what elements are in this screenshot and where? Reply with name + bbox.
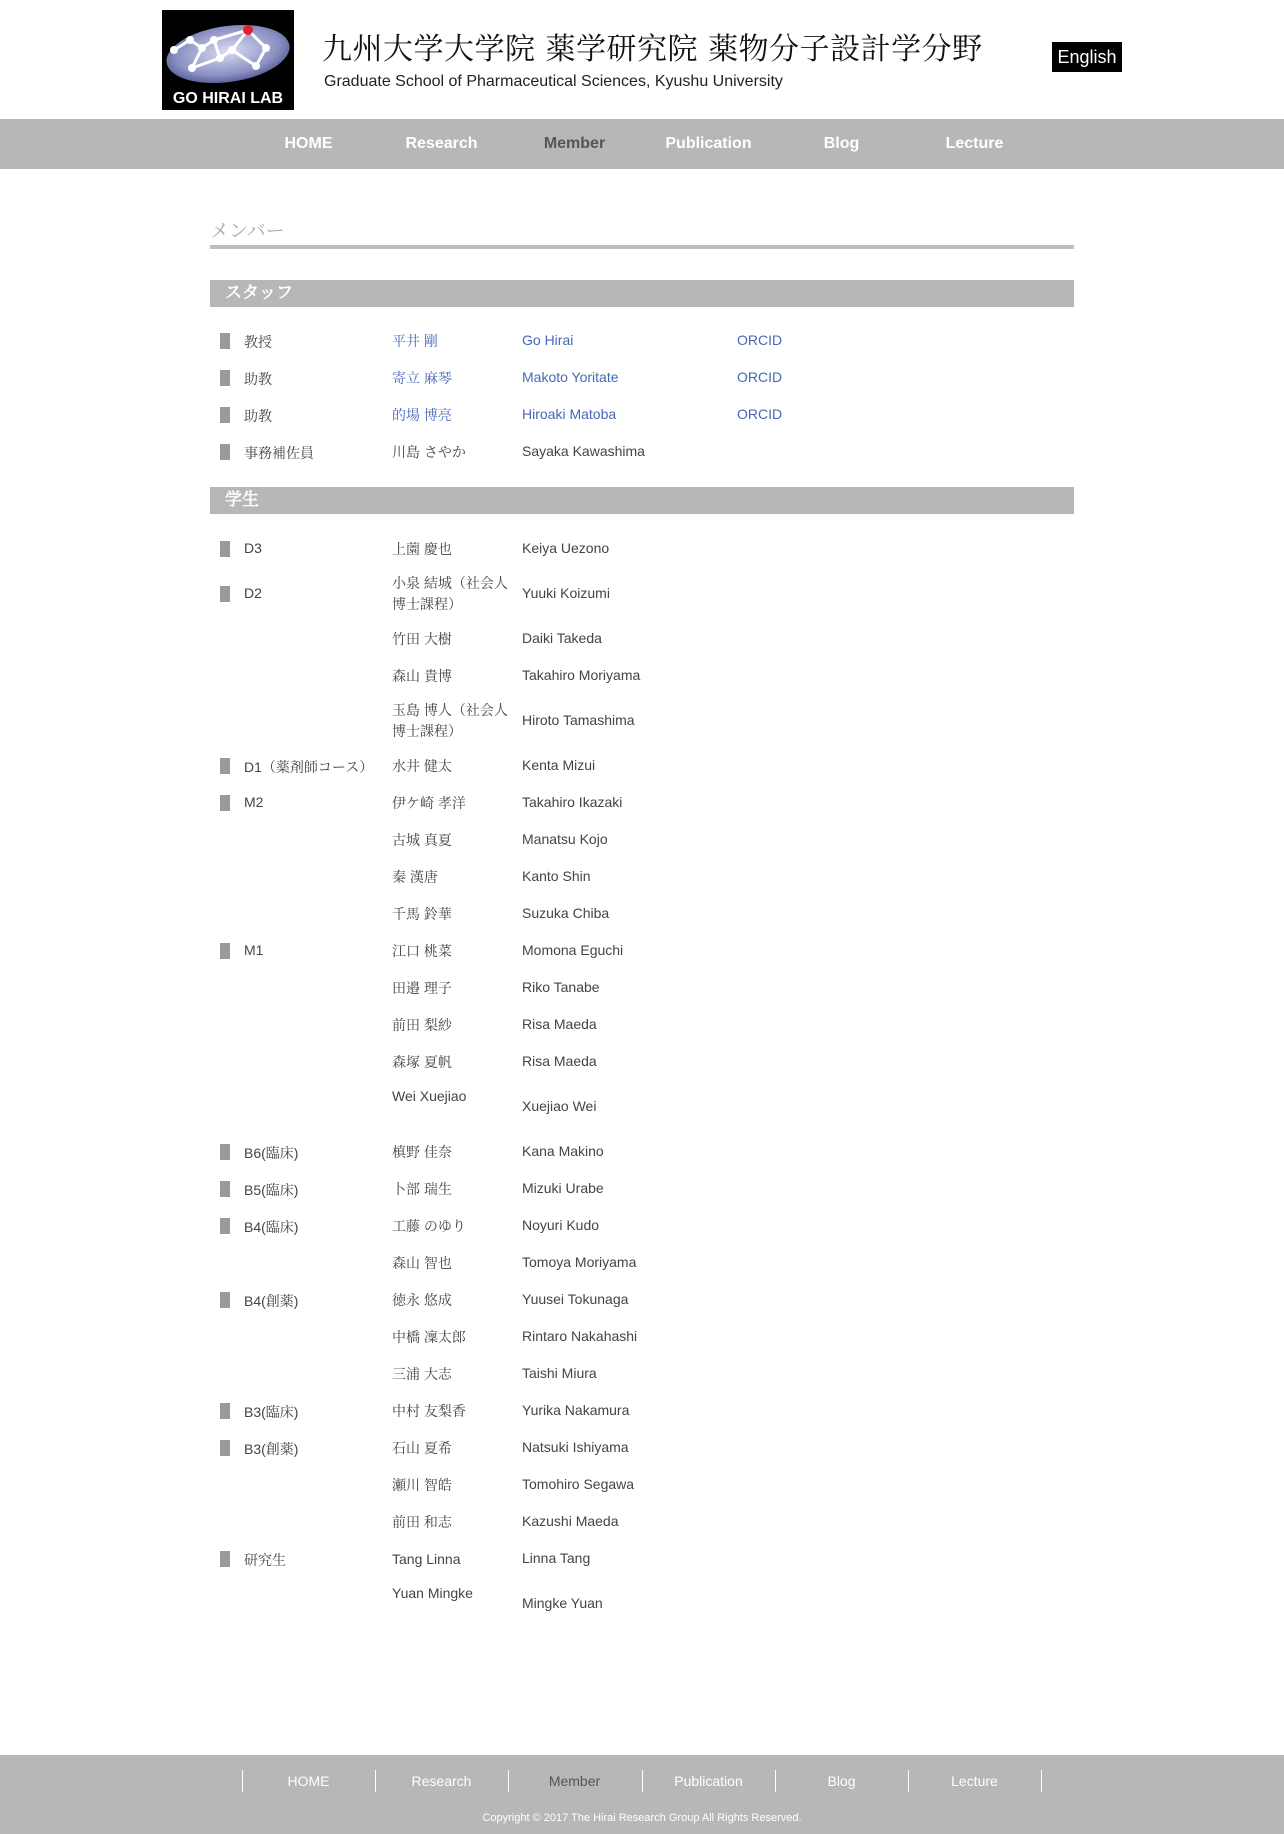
title-divider — [210, 245, 1074, 249]
staff-row — [210, 323, 1074, 360]
students-row — [210, 1355, 1074, 1392]
member-role: B5(臨床) — [244, 1182, 299, 1198]
nav-lecture[interactable]: Lecture — [945, 135, 1004, 152]
member-name-jp: 卜部 瑞生 — [392, 1181, 452, 1197]
member-name-en: Sayaka Kawashima — [522, 443, 645, 459]
member-name-en: Daiki Takeda — [522, 630, 602, 646]
member-role: 助教 — [244, 371, 272, 387]
staff-row — [210, 397, 1074, 434]
row-marker — [220, 1403, 230, 1419]
member-name-en: Kanto Shin — [522, 868, 591, 884]
member-role: B3(創薬) — [244, 1441, 299, 1457]
row-marker — [220, 333, 230, 349]
member-name-jp[interactable]: 平井 剛 — [392, 333, 438, 349]
lab-logo[interactable] — [162, 10, 294, 110]
member-role: 助教 — [244, 408, 272, 424]
row-marker — [220, 1181, 230, 1197]
member-name-jp: 田邉 理子 — [392, 980, 452, 996]
member-name-jp: 秦 漢唐 — [392, 869, 438, 885]
students-row — [210, 895, 1074, 932]
students-row — [210, 1207, 1074, 1244]
students-row — [210, 1281, 1074, 1318]
site-subtitle: Graduate School of Pharmaceutical Sciences, Kyushu University — [324, 73, 783, 90]
students-row — [210, 1006, 1074, 1043]
member-name-en: Manatsu Kojo — [522, 831, 608, 847]
students-row — [210, 784, 1074, 821]
students-row — [210, 1170, 1074, 1207]
member-name-en: Xuejiao Wei — [522, 1098, 597, 1114]
member-name-jp: 瀬川 智皓 — [392, 1477, 452, 1493]
students-row — [210, 567, 1074, 620]
member-name-jp: 徳永 悠成 — [392, 1292, 452, 1308]
students-row — [210, 1540, 1074, 1577]
member-name-en: Kenta Mizui — [522, 757, 596, 773]
logo-text: GO HIRAI LAB — [172, 90, 284, 107]
students-row — [210, 1133, 1074, 1170]
member-role: B3(臨床) — [244, 1404, 299, 1420]
member-name-en: Rintaro Nakahashi — [522, 1328, 638, 1344]
member-name-jp: 水井 健太 — [392, 758, 452, 774]
site-header — [0, 0, 1284, 119]
main-nav — [0, 119, 1284, 169]
member-name-en[interactable]: Go Hirai — [522, 332, 574, 348]
member-name-jp: 森山 貴博 — [392, 668, 452, 684]
member-name-en: Noyuri Kudo — [522, 1217, 600, 1233]
member-name-en: Yuuki Koizumi — [522, 585, 610, 601]
member-name-jp[interactable]: 的場 博亮 — [392, 407, 452, 423]
students-row — [210, 1043, 1074, 1080]
member-role: D3 — [244, 540, 262, 556]
member-name-jp: 中村 友梨香 — [392, 1403, 466, 1419]
students-heading-label: 学生 — [225, 490, 259, 510]
member-name-en: Hiroto Tamashima — [522, 712, 635, 728]
students-row — [210, 1244, 1074, 1281]
footer-nav-home[interactable]: HOME — [287, 1773, 330, 1789]
students-row — [210, 1080, 1074, 1133]
member-role: 研究生 — [244, 1552, 286, 1568]
staff-row — [210, 360, 1074, 397]
member-name-en[interactable]: Hiroaki Matoba — [522, 406, 617, 422]
students-row — [210, 1392, 1074, 1429]
member-role: M2 — [244, 794, 264, 810]
member-name-en: Natsuki Ishiyama — [522, 1439, 629, 1455]
students-row — [210, 1318, 1074, 1355]
row-marker — [220, 1144, 230, 1160]
member-name-jp: 前田 梨紗 — [392, 1017, 452, 1033]
students-row — [210, 969, 1074, 1006]
member-name-en: Suzuka Chiba — [522, 905, 610, 921]
students-row — [210, 1429, 1074, 1466]
staff-row — [210, 434, 1074, 471]
students-row — [210, 858, 1074, 895]
row-marker — [220, 407, 230, 423]
orcid-link[interactable]: ORCID — [737, 332, 783, 348]
member-role: D2 — [244, 585, 262, 601]
member-name-jp: 槙野 佳奈 — [392, 1144, 452, 1160]
member-role: B6(臨床) — [244, 1145, 299, 1161]
member-name-jp: 工藤 のゆり — [392, 1218, 466, 1234]
students-row — [210, 657, 1074, 694]
row-marker — [220, 541, 230, 557]
member-name-jp: 上薗 慶也 — [392, 541, 452, 557]
students-row — [210, 1503, 1074, 1540]
nav-blog[interactable]: Blog — [823, 135, 860, 152]
orcid-link[interactable]: ORCID — [737, 369, 783, 385]
member-name-en: Kana Makino — [522, 1143, 604, 1159]
member-name-en: Takahiro Moriyama — [522, 667, 641, 683]
member-name-jp: Tang Linna — [392, 1551, 461, 1567]
english-button[interactable]: English — [1052, 42, 1122, 72]
member-name-jp: Wei Xuejiao — [392, 1088, 467, 1104]
member-name-jp: 小泉 結城（社会人博士課程） — [392, 575, 508, 612]
member-name-jp: 千馬 鈴華 — [392, 906, 452, 922]
member-name-en: Yuusei Tokunaga — [522, 1291, 629, 1307]
students-row — [210, 821, 1074, 858]
member-name-en: Mingke Yuan — [522, 1595, 603, 1611]
member-name-en: Risa Maeda — [522, 1016, 597, 1032]
students-row — [210, 694, 1074, 747]
member-name-en: Riko Tanabe — [522, 979, 600, 995]
member-name-jp: 石山 夏希 — [392, 1440, 452, 1456]
staff-heading-label: スタッフ — [225, 283, 293, 303]
row-marker — [220, 1551, 230, 1567]
site-title: 九州大学大学院 薬学研究院 薬物分子設計学分野 — [322, 32, 983, 67]
member-name-en: Takahiro Ikazaki — [522, 794, 623, 810]
row-marker — [220, 586, 230, 602]
row-marker — [220, 758, 230, 774]
footer-nav-lecture[interactable]: Lecture — [951, 1773, 998, 1789]
footer-nav-blog[interactable]: Blog — [827, 1773, 856, 1789]
member-name-en: Taishi Miura — [522, 1365, 597, 1381]
footer-nav-member[interactable]: Member — [548, 1773, 601, 1789]
row-marker — [220, 444, 230, 460]
students-row — [210, 1466, 1074, 1503]
students-row — [210, 530, 1074, 567]
page-title: メンバー — [210, 220, 285, 242]
member-role: M1 — [244, 942, 264, 958]
row-marker — [220, 943, 230, 959]
member-role: D1（薬剤師コース） — [244, 759, 374, 775]
member-name-jp: 三浦 大志 — [392, 1366, 452, 1382]
member-name-en[interactable]: Makoto Yoritate — [522, 369, 619, 385]
member-role: 教授 — [244, 334, 272, 350]
member-name-en: Yurika Nakamura — [522, 1402, 630, 1418]
member-role: B4(臨床) — [244, 1219, 299, 1235]
students-row — [210, 747, 1074, 784]
member-name-en: Tomoya Moriyama — [522, 1254, 637, 1270]
member-name-jp: 森塚 夏帆 — [392, 1054, 452, 1070]
member-name-en: Mizuki Urabe — [522, 1180, 604, 1196]
member-name-jp: 中橋 凜太郎 — [392, 1329, 466, 1345]
students-row — [210, 932, 1074, 969]
member-name-en: Momona Eguchi — [522, 942, 624, 958]
member-name-jp: 古城 真夏 — [392, 832, 452, 848]
member-name-jp: 竹田 大樹 — [392, 631, 452, 647]
footer-nav-publication[interactable]: Publication — [674, 1773, 743, 1789]
students-row — [210, 1577, 1074, 1630]
member-role: 事務補佐員 — [244, 445, 314, 461]
member-name-en: Kazushi Maeda — [522, 1513, 619, 1529]
member-name-jp: 森山 智也 — [392, 1255, 452, 1271]
students-row — [210, 620, 1074, 657]
member-name-jp: 玉島 博人（社会人博士課程） — [392, 702, 508, 739]
row-marker — [220, 1440, 230, 1456]
site-footer — [0, 1755, 1284, 1834]
row-marker — [220, 1292, 230, 1308]
member-name-en: Linna Tang — [522, 1550, 591, 1566]
footer-divider — [1041, 1770, 1042, 1792]
member-name-jp: 伊ケ崎 孝洋 — [392, 795, 466, 811]
footer-nav-research[interactable]: Research — [411, 1773, 472, 1789]
nav-member[interactable]: Member — [543, 135, 606, 152]
member-name-en: Risa Maeda — [522, 1053, 597, 1069]
member-name-jp: Yuan Mingke — [392, 1585, 473, 1601]
row-marker — [220, 1218, 230, 1234]
row-marker — [220, 795, 230, 811]
staff-heading — [210, 280, 1074, 307]
member-name-jp: 川島 さやか — [392, 444, 466, 460]
nav-publication[interactable]: Publication — [665, 135, 752, 152]
orcid-link[interactable]: ORCID — [737, 406, 783, 422]
member-name-jp: 江口 桃菜 — [392, 943, 452, 959]
member-name-jp: 前田 和志 — [392, 1514, 452, 1530]
member-name-en: Keiya Uezono — [522, 540, 610, 556]
nav-home[interactable]: HOME — [284, 135, 333, 152]
students-heading — [210, 487, 1074, 514]
member-role: B4(創薬) — [244, 1293, 299, 1309]
member-name-jp[interactable]: 寄立 麻琴 — [392, 370, 452, 386]
nav-research[interactable]: Research — [405, 135, 478, 152]
member-name-en: Tomohiro Segawa — [522, 1476, 635, 1492]
copyright-text: Copyright © 2017 The Hirai Research Group All Rights Reserved. — [482, 1812, 802, 1824]
row-marker — [220, 370, 230, 386]
